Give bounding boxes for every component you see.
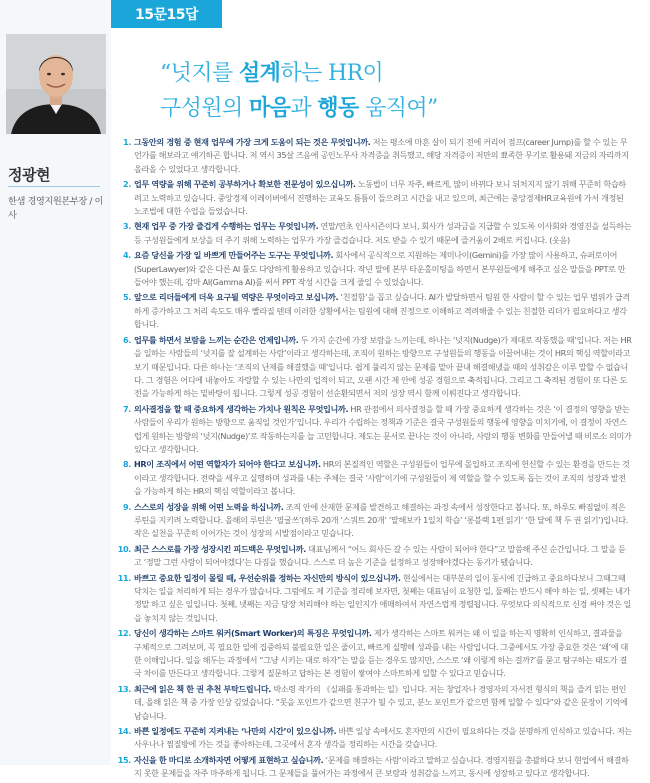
qa-number: 11. — [117, 572, 131, 583]
qa-item — [116, 458, 632, 498]
qa-item — [116, 403, 632, 457]
qa-answer: HR의 본질적인 역할은 구성원들이 업무에 몰입하고 조직에 헌신할 수 있는 환경을 만드는 것이라고 생각합니다. 전략을 세우고 실행하며 성과를 내는 주체는 결국 ‘사람’이기에 구성원들이 제 역할을 할 수 있도록 돕는 것이 조직의 성장과 발전을 가능하게 하는 HR의 핵심 역할이라고 봅니다. — [134, 459, 630, 497]
qa-item — [116, 683, 632, 723]
qa-question: 자신을 한 마디로 소개하자면 어떻게 표현하고 싶습니까. — [134, 754, 324, 765]
profile-divider — [8, 186, 100, 187]
headline-emphasis: 행동 — [317, 95, 359, 121]
qa-question: 현재 업무 중 가장 즐겁게 수행하는 업무는 무엇입니까. — [134, 221, 319, 232]
portrait-photo — [6, 34, 106, 134]
qa-question: 요즘 당신을 가장 일 바쁘게 만들어주는 도구는 무엇입니까. — [134, 250, 334, 261]
qa-question: 업무 역량을 위해 꾸준히 공부하거나 확보한 전문성이 있으십니까. — [134, 179, 356, 190]
qa-number: 7. — [122, 403, 131, 414]
qa-number: 9. — [122, 501, 131, 512]
qa-question: HR이 조직에서 어떤 역할자가 되어야 한다고 보십니까. — [134, 459, 321, 470]
qa-item — [116, 178, 632, 218]
qa-answer: 바쁜 일상 속에서도 혼자만의 시간이 필요하다는 것을 분명하게 인식하고 있습니다. 저는 사우나나 찜질방에 가는 것을 좋아하는데, 그곳에서 혼자 생각을 정리하는 시간을 갖습니다. — [134, 726, 632, 750]
qa-number: 14. — [117, 726, 131, 737]
qa-answer: 회사에서 공식적으로 지원하는 제미나이(Gemini)를 가장 많이 사용하고, 슈퍼로이어(SuperLawyer)와 같은 다른 AI 툴도 다양하게 활용하고 있습니다. 작년 말에 본부 타운홀미팅을 하면서 본부원들에게 해주고 싶은 말들을 PPT로 만들어야 했는데, 감마 AI(Gamma AI)를 써서 PPT 작성 시간을 크게 줄일 수 있었습니다. — [134, 250, 626, 288]
qa-question: 당신이 생각하는 스마트 워커(Smart Worker)의 특징은 무엇입니까. — [134, 628, 372, 639]
qa-number: 4. — [122, 250, 131, 261]
qa-answer: 조직 안에 산재한 문제를 발견하고 해결하는 과정 속에서 성장한다고 봅니다. 또, 하루도 빠짐없이 적은 루틴을 지키려 노력합니다. 올해의 루틴은 ‘필굴쓰’(하루 20개 ‘스쿼트 20개’ ‘말해보카 1일치 학습’ ‘롱블랙 1편 읽기’ ‘한 달에 책 두 권 읽기’)입니다. 작은 실천을 꾸준히 이어가는 것이 성장의 시발점이라고 믿습니다. — [134, 501, 628, 539]
headline-text: 과 — [290, 96, 318, 121]
headline-emphasis: 설계 — [239, 60, 281, 86]
qa-question: 업무를 하면서 보람을 느끼는 순간은 언제입니까. — [134, 334, 299, 345]
qa-question: 최근에 읽은 책 한 권 추천 부탁드립니다. — [134, 683, 272, 694]
qa-item — [116, 136, 632, 176]
headline-line-1 — [160, 56, 620, 91]
qa-item — [116, 249, 632, 289]
qa-item — [116, 754, 632, 781]
qa-answer: 연말/연초 인사시즌이다 보니, 회사가 성과금을 지급할 수 있도록 이사회와 경영진을 설득하는 등 구성원들에게 보상을 더 주기 위해 노력하는 업무가 가장 즐겁습니다. 저도 받을 수 있기 때문에 즐거움이 2배로 커집니다. (웃음) — [134, 221, 632, 245]
headline-text: 하는 HR이 — [280, 61, 384, 86]
qa-item — [116, 334, 632, 401]
qa-item — [116, 501, 632, 541]
qa-question: 앞으로 리더들에게 더욱 요구될 역량은 무엇이라고 보십니까. — [134, 292, 339, 303]
headline-emphasis: 마음 — [249, 95, 291, 121]
qa-item — [116, 725, 632, 752]
qa-item — [116, 291, 632, 331]
headline-text: 구성원의 — [160, 96, 250, 121]
qa-list — [116, 136, 632, 783]
profile-role: 한샘 경영지원본부장 / 이사 — [8, 196, 104, 221]
qa-answer: HR 관점에서 의사결정을 할 때 가장 중요하게 생각하는 것은 ‘이 결정의 영향을 받는 사람들이 우리가 원하는 방향으로 움직일 것인가’입니다. 우리가 수립하는 정책과 기준은 결국 구성원들의 행동에 영향을 미치기에, 이 결정이 자연스럽게 원하는 방향의 ‘넛지(Nudge)’로 작동하는지를 늘 고민합니다. 제도는 문서로 끝나는 것이 아니라, 사람의 행동 변화를 만들어낼 때 비로소 의미가 있다고 생각합니다. — [134, 403, 632, 454]
profile-name: 정광현 — [8, 166, 50, 184]
qa-question: 스스로의 성장을 위해 어떤 노력을 하십니까. — [134, 501, 284, 512]
qa-item — [116, 543, 632, 570]
qa-answer: 저는 평소에 마흔 살이 되기 전에 커리어 점프(career Jump)를 할 수 있는 무언가를 해보라고 얘기하곤 합니다. 저 역시 35살 즈음에 공인노무사 자격증을 취득했고, 해당 자격증이 저만의 뾰족한 무기로 활용돼 지금의 자리까지 올라올 수 있었다고 생각합니다. — [134, 137, 629, 174]
qa-number: 10. — [117, 543, 131, 554]
qa-item — [116, 220, 632, 247]
qa-answer: 박소령 작가의 《실패를 통과하는 일》입니다. 저는 창업자나 경영자의 자서전 형식의 책을 즐겨 읽는 편인데, 올해 읽은 책 중 가장 인상 깊었습니다. “못을 포인트가 같으면 친구가 될 수 있고, 분노 포인트가 같으면 함께 일할 수 있다”와 같은 문장이 기억에 남습니다. — [134, 683, 628, 721]
qa-number: 13. — [117, 683, 131, 694]
qa-question: 바쁘고 중요한 일정이 몰릴 때, 우선순위를 정하는 자신만의 방식이 있으십니까. — [134, 572, 401, 583]
qa-item — [116, 572, 632, 626]
qa-question: 바쁜 일정에도 꾸준히 지켜내는 ‘나만의 시간’이 있으십니까. — [134, 726, 337, 737]
qa-answer: 두 가지 순간에 가장 보람을 느끼는데, 하나는 ‘넛지(Nudge)가 제대로 작동했을 때’입니다. 저는 HR을 일하는 사람들의 ‘넛지를 잘 설계하는 사람’이라고 생각하는데, 조직이 원하는 방향으로 구성원들의 행동을 이끌어내는 것이 HR의 핵심 역할이라고 보기 때문입니다. 다른 하나는 ‘조직의 난제를 해결했을 때’입니다. 쉽게 풀리지 않는 문제를 맡아 끝내 해결해냈을 때의 성취감은 이루 말할 수 없습니다. 그 경험은 어디에 내놓아도 자랑할 수 있는 나만의 업적이 되고, 오랜 시간 제 안에 성공 경험으로 축적됩니다. 그리고 그 축적된 경험이 또 다른 도전을 가능하게 하는 밑바탕이 됩니다. 그렇게 성공 경험이 선순환되면서 저의 성장 역시 함께 이뤄진다고 생각합니다. — [134, 334, 632, 399]
portrait-illustration — [6, 34, 106, 134]
qa-answer: 대표님께서 “어느 회사든 갈 수 있는 사람이 되어야 한다”고 말씀해 주신 순간입니다. 그 말을 듣고 ‘정말 그런 사람이 되어야겠다’는 다짐을 했습니다. 스스로 더 높은 기준을 설정하고 성장해야겠다는 동기가 됐습니다. — [134, 543, 626, 568]
qa-number: 8. — [122, 459, 131, 470]
qa-number: 5. — [122, 292, 131, 303]
qa-number: 1. — [122, 137, 131, 147]
headline-text: 움직여” — [358, 96, 438, 121]
qa-number: 2. — [122, 179, 131, 190]
headline-text: “넛지를 — [160, 61, 239, 86]
qa-question: 그동안의 경험 중 현재 업무에 가장 크게 도움이 되는 것은 무엇입니까. — [134, 137, 371, 147]
qa-question: 의사결정을 할 때 중요하게 생각하는 가치나 원칙은 무엇입니까. — [134, 403, 349, 414]
qa-answer: ‘친절함’을 꼽고 싶습니다. AI가 발달하면서 팀원 한 사람이 할 수 있는 업무 범위가 급격하게 증가하고 그 처리 속도도 매우 빨라질 텐데 이러한 상황에서는 팀원에 대해 진정으로 이해하고 격려해줄 수 있는 친절한 리더가 필요하다고 생각합니다. — [134, 292, 630, 330]
headline-line-2 — [160, 91, 620, 126]
qa-answer: 제가 생각하는 스마트 워커는 왜 이 일을 하는지 명확히 인식하고, 결과물을 구체적으로 그려보며, 꼭 필요한 일에 집중하되 불필요한 일은 줄이고, 빠르게 실행해 성과를 내는 사람입니다. 그중에서도 가장 중요한 것은 ‘왜’에 대한 이해입니다. 일을 해두는 과정에서 “그냥 시키는 대로 하자”는 말을 듣는 경우도 많지만, 스스로 ‘왜 이렇게 하는 걸까?’를 묻고 탐구하는 태도가 결국 차이를 만든다고 생각합니다. 그렇게 질문하고 답하는 본 경험이 쌓여야 스마트하게 일할 수 있다고 믿습니다. — [134, 628, 628, 679]
qa-number: 6. — [122, 334, 131, 345]
section-tab: 15문15답 — [111, 0, 222, 28]
qa-answer: 노동법이 너무 자주, 빠르게, 많이 바뀌다 보니 뒤처지지 않기 위해 꾸준히 학습하려고 노력하고 있습니다. 중앙경제 이레이버에서 진행하는 교육도 틈틈이 들으려고 시간을 내고 있으며, 최근에는 중앙경제HR교육원에 가서 개정된 노조법에 대한 수업을 들었습니다. — [134, 179, 626, 217]
headline-quote — [160, 56, 620, 126]
qa-number: 12. — [117, 628, 131, 639]
qa-number: 15. — [117, 754, 131, 765]
qa-item — [116, 627, 632, 681]
qa-answer: ‘문제를 해결하는 사람’이라고 말하고 싶습니다. 경영지원을 총괄하다 보니 현업에서 해결하지 못한 문제들을 자주 마주하게 됩니다. 그 문제들을 풀어가는 과정에서 큰 보람과 성취감을 느끼고, 동시에 성장하고 있다고 생각합니다. — [134, 754, 629, 779]
qa-answer: 현실에서는 대부분의 일이 동시에 긴급하고 중요하다보니 그때그때 닥치는 일을 처리하게 되는 경우가 많습니다. 그럼에도 제 기준을 정리해 보자면, 첫째는 대표님이 요청한 일, 둘째는 반드시 해야 하는 일, 셋째는 내가 정말 하고 싶은 일입니다. 첫째, 넷째는 지금 당장 처리해야 하는 일인지가 애매하여서 자연스럽게 정렬됩니다. 무엇보다 의식적으로 신경 써야 것은 일을 놓치지 않는 것입니다. — [134, 572, 632, 623]
qa-number: 3. — [122, 221, 131, 232]
qa-question: 최근 스스로를 가장 성장시킨 피드백은 무엇입니까. — [134, 543, 306, 554]
